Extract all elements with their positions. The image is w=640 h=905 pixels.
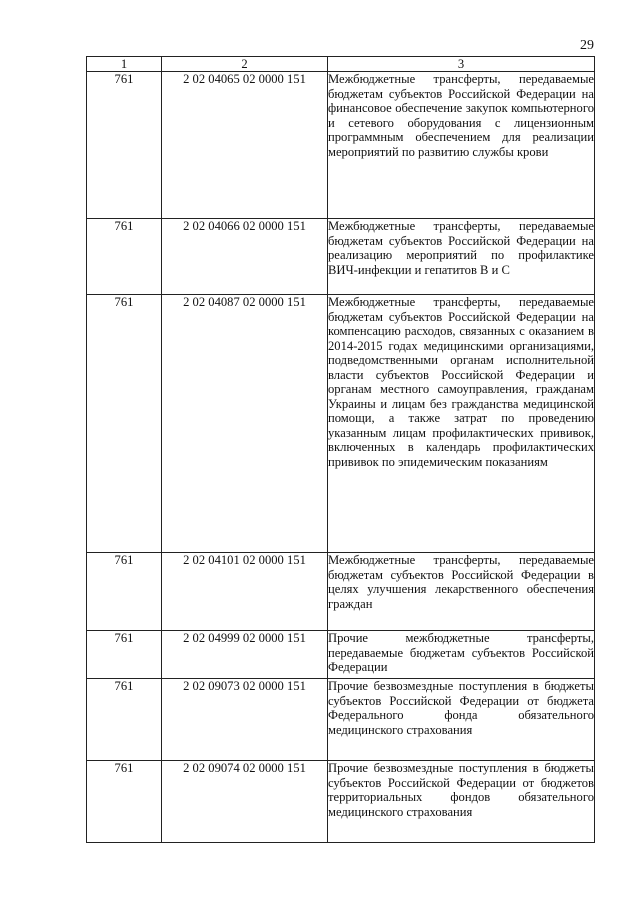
column-header-admin: 1 <box>87 57 162 72</box>
description-cell: Прочие межбюджетные трансферты, передаваемые бюджетам субъектов Российской Федерации <box>328 631 595 679</box>
admin-code-cell: 761 <box>87 761 162 843</box>
classification-code-cell: 2 02 04065 02 0000 151 <box>162 72 328 219</box>
description-cell: Межбюджетные трансферты, передаваемые бюджетам субъектов Российской Федерации на реализацию мероприятий по профилактике ВИЧ-инфекции и гепатитов В и С <box>328 219 595 295</box>
table-row <box>87 553 595 631</box>
classification-code-cell: 2 02 04087 02 0000 151 <box>162 295 328 553</box>
classification-code-cell: 2 02 04066 02 0000 151 <box>162 219 328 295</box>
classification-code-cell: 2 02 09073 02 0000 151 <box>162 679 328 761</box>
table-row <box>87 72 595 219</box>
admin-code-cell: 761 <box>87 295 162 553</box>
table-row <box>87 631 595 679</box>
classification-code-cell: 2 02 04101 02 0000 151 <box>162 553 328 631</box>
table-row <box>87 679 595 761</box>
description-cell: Прочие безвозмездные поступления в бюджеты субъектов Российской Федерации от бюджета Федерального фонда обязательного медицинского страхования <box>328 679 595 761</box>
description-cell: Прочие безвозмездные поступления в бюджеты субъектов Российской Федерации от бюджетов территориальных фондов обязательного медицинского страхования <box>328 761 595 843</box>
admin-code-cell: 761 <box>87 72 162 219</box>
description-cell: Межбюджетные трансферты, передаваемые бюджетам субъектов Российской Федерации на финансовое обеспечение закупок компьютерного и сетевого оборудования с лицензионным программным обеспечением для реализации мероприятий по развитию службы крови <box>328 72 595 219</box>
admin-code-cell: 761 <box>87 219 162 295</box>
column-header-code: 2 <box>162 57 328 72</box>
page-number: 29 <box>580 38 594 53</box>
table-header-row <box>87 57 595 72</box>
description-cell: Межбюджетные трансферты, передаваемые бюджетам субъектов Российской Федерации на компенсацию расходов, связанных с оказанием в 2014-2015 годах медицинскими организациями, подведомственными органам исполнительной власти субъектов Российской Федерации и органам местного самоуправления, гражданам Украины и лицам без гражданства медицинской помощи, а также затрат по проведению указанным лицам профилактических прививок, включенных в календарь профилактических прививок по эпидемическим показаниям <box>328 295 595 553</box>
classification-code-cell: 2 02 09074 02 0000 151 <box>162 761 328 843</box>
classification-code-cell: 2 02 04999 02 0000 151 <box>162 631 328 679</box>
description-cell: Межбюджетные трансферты, передаваемые бюджетам субъектов Российской Федерации в целях улучшения лекарственного обеспечения граждан <box>328 553 595 631</box>
table-row <box>87 295 595 553</box>
admin-code-cell: 761 <box>87 631 162 679</box>
table-row <box>87 219 595 295</box>
budget-revenue-table <box>86 56 595 843</box>
admin-code-cell: 761 <box>87 679 162 761</box>
table-row <box>87 761 595 843</box>
admin-code-cell: 761 <box>87 553 162 631</box>
column-header-description: 3 <box>328 57 595 72</box>
